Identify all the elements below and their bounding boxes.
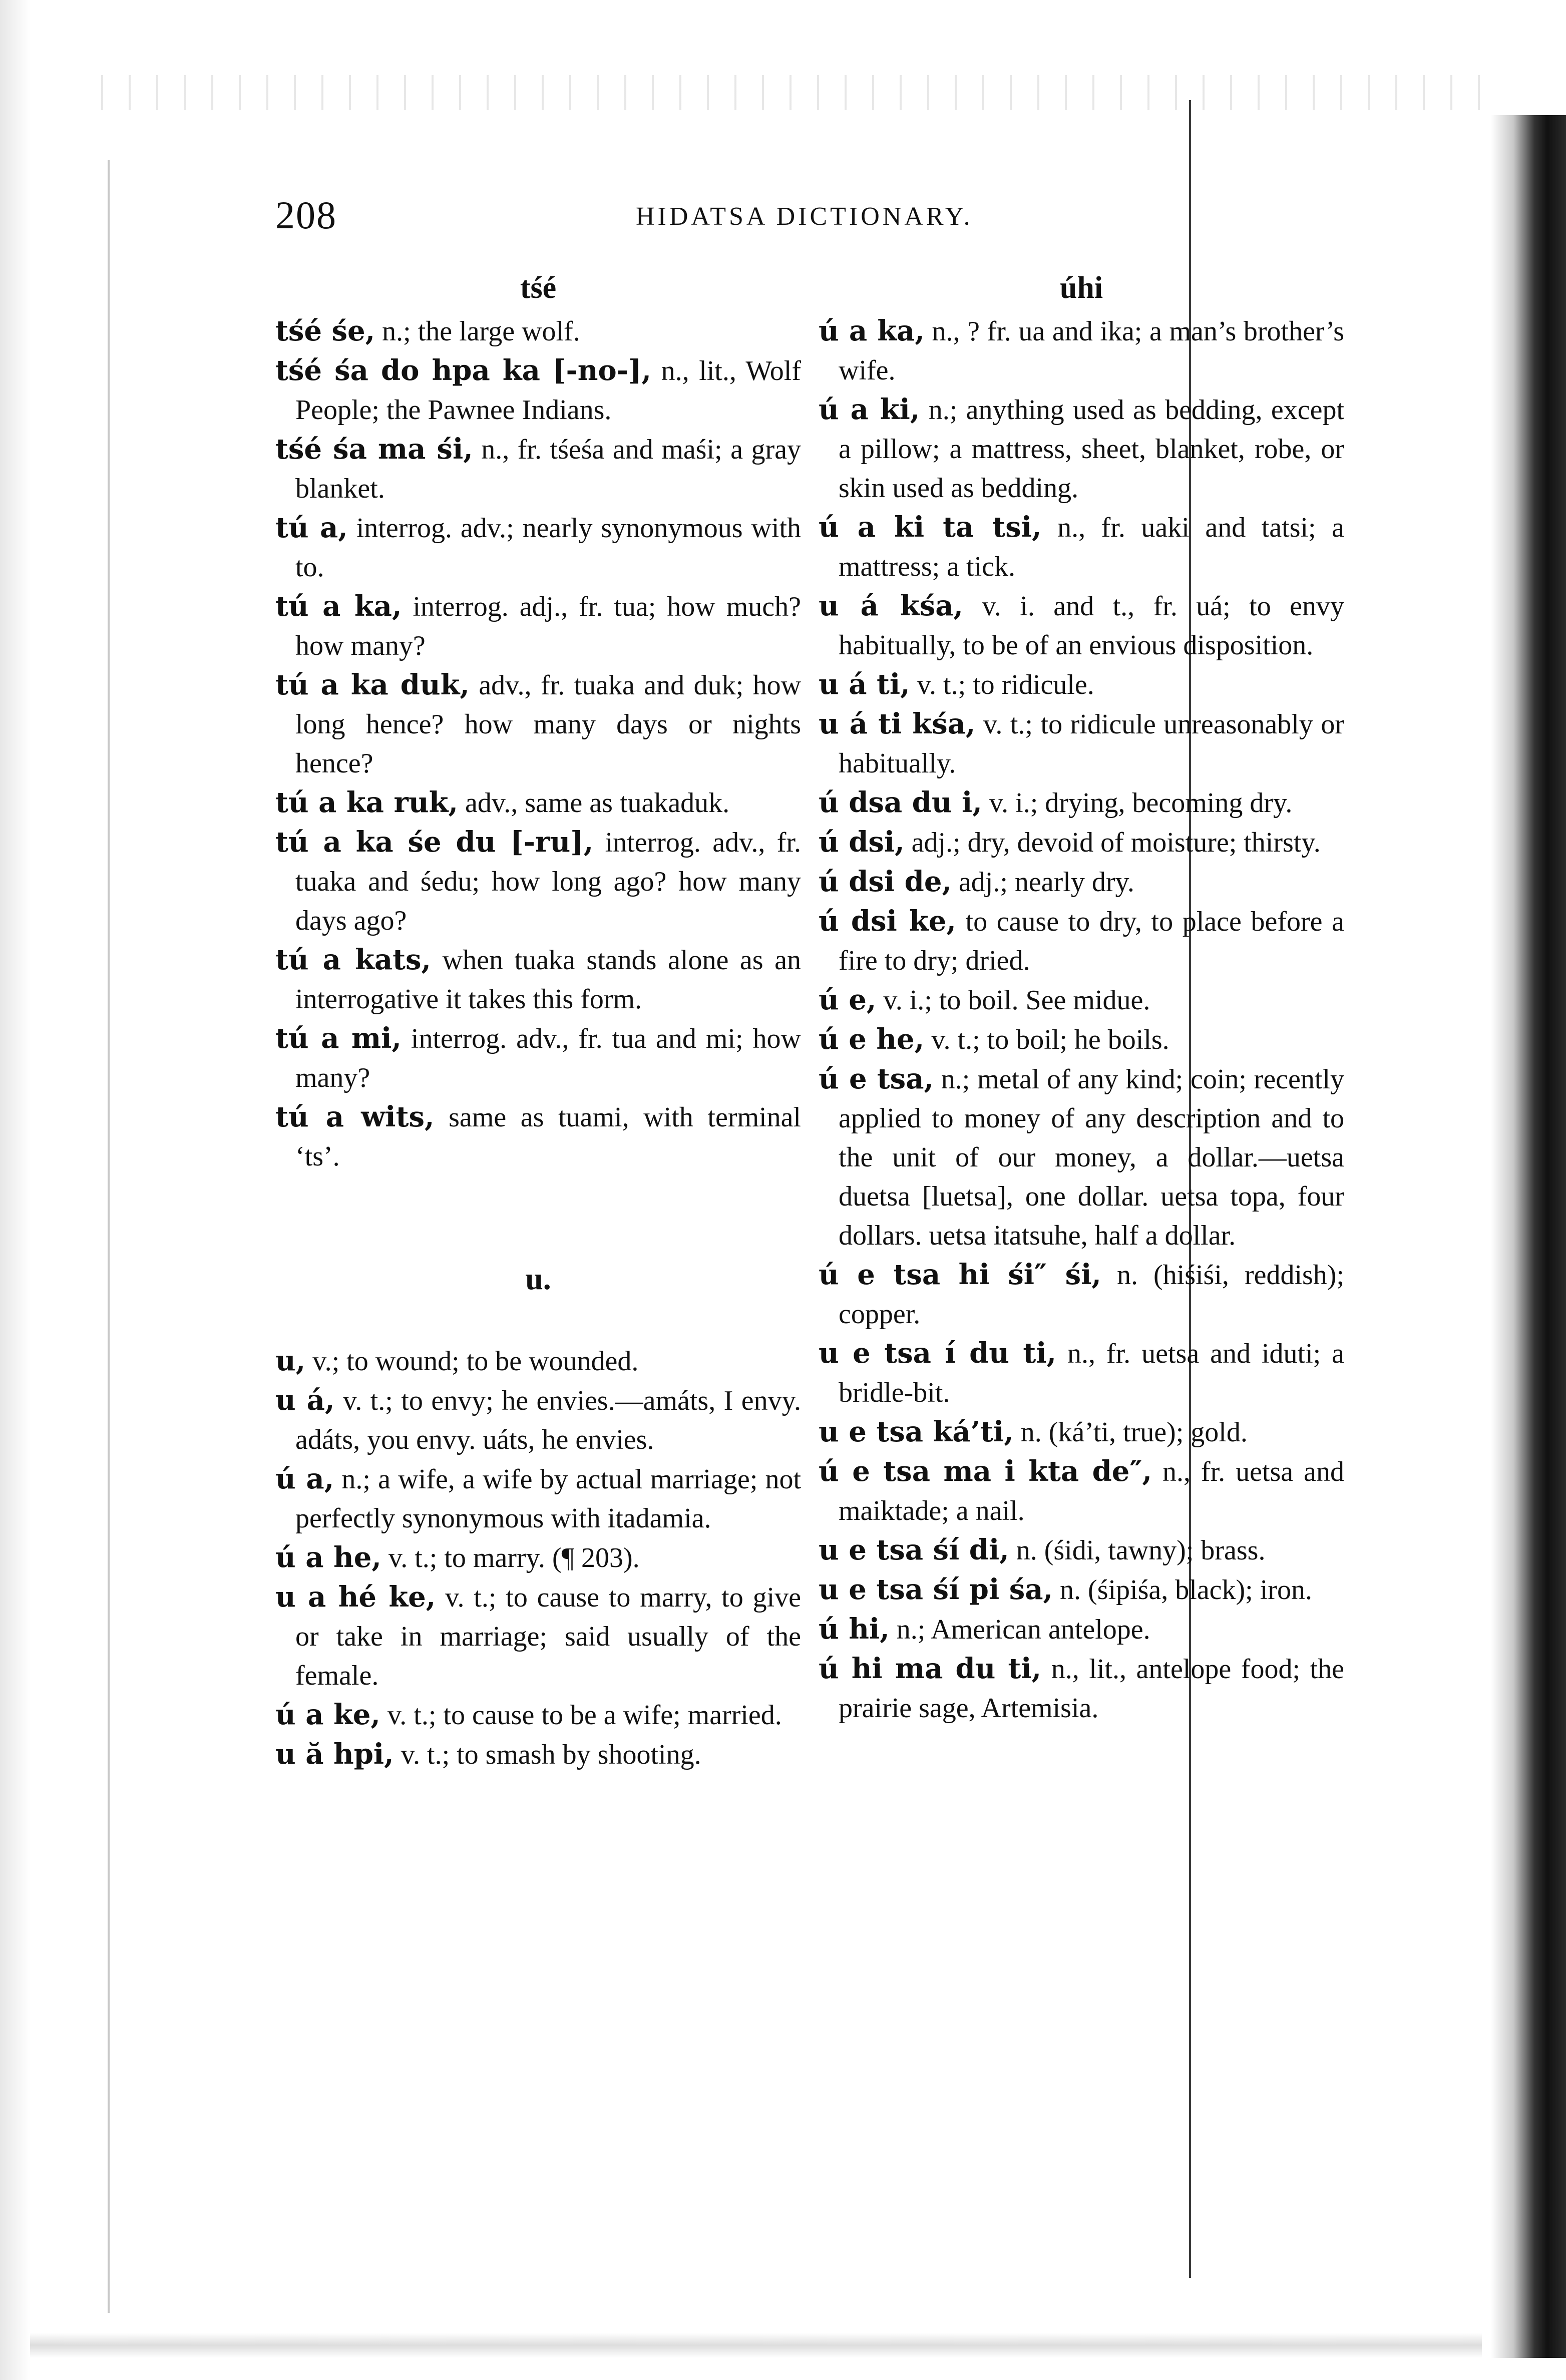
entry-headword: ú dsi, bbox=[819, 826, 905, 859]
dictionary-entry bbox=[275, 1577, 801, 1695]
dictionary-entry bbox=[275, 1097, 801, 1176]
entry-definition: n.; metal of any kind; coin; recently applied to money of any description and to the unit of our money, a dollar.—uetsa duetsa [luetsa], one dollar. uetsa topa, four dollars. uetsa itatsuhe, half a dollar. bbox=[839, 1064, 1344, 1251]
scan-noise-top bbox=[90, 75, 1482, 110]
scan-binding-shadow bbox=[1491, 115, 1566, 2358]
entry-headword: ú a he, bbox=[275, 1541, 381, 1574]
entry-definition: adj.; dry, devoid of moisture; thirsty. bbox=[911, 827, 1321, 858]
dictionary-entry bbox=[275, 508, 801, 587]
entry-definition: adv., same as tuakaduk. bbox=[465, 787, 730, 819]
page-header bbox=[275, 193, 1427, 248]
entry-definition: n.; anything used as bedding, except a pillow; a mattress, sheet, blanket, robe, or skin used as bedding. bbox=[839, 394, 1344, 504]
dictionary-entry bbox=[275, 940, 801, 1019]
entry-definition: v. t.; to envy; he envies.—amáts, I envy. adáts, you envy. uáts, he envies. bbox=[295, 1385, 802, 1455]
entry-headword: tú a wits, bbox=[275, 1100, 435, 1133]
entry-headword: u á ti, bbox=[819, 668, 910, 701]
dictionary-entry bbox=[275, 823, 801, 940]
entry-definition: v. i.; to boil. See midue. bbox=[883, 985, 1150, 1016]
entry-headword: u ă hpi, bbox=[275, 1738, 394, 1771]
dictionary-entry bbox=[275, 1381, 801, 1459]
entry-definition: same as tuami, with terminal ‘ts’. bbox=[295, 1102, 801, 1172]
guide-word: tśé bbox=[520, 271, 557, 305]
entry-definition: n., lit., Wolf People; the Pawnee Indians. bbox=[295, 355, 802, 426]
entry-definition: interrog. adv., fr. tua and mi; how many? bbox=[295, 1023, 801, 1093]
entry-headword: u e tsa śí pi śa, bbox=[819, 1573, 1053, 1606]
entry-headword: u, bbox=[275, 1344, 306, 1377]
dictionary-entry bbox=[819, 902, 1344, 980]
section-heading: u. bbox=[525, 1261, 551, 1296]
scan-noise-bottom bbox=[30, 2333, 1482, 2358]
entry-headword: ú e tsa, bbox=[819, 1062, 934, 1095]
dictionary-entry bbox=[819, 1020, 1344, 1059]
dictionary-entry bbox=[819, 980, 1344, 1020]
entry-definition: n., fr. uetsa and maiktade; a nail. bbox=[839, 1456, 1345, 1526]
dictionary-entry bbox=[275, 430, 801, 508]
dictionary-entry bbox=[275, 351, 801, 430]
entry-headword: ú hi, bbox=[819, 1613, 890, 1646]
dictionary-entry bbox=[275, 1341, 801, 1381]
dictionary-entry bbox=[819, 586, 1344, 665]
dictionary-entry bbox=[275, 1695, 801, 1735]
entry-headword: u á ti kśa, bbox=[819, 707, 976, 740]
entry-list bbox=[819, 311, 1344, 1728]
dictionary-entry bbox=[275, 1019, 801, 1097]
entry-list bbox=[275, 1341, 801, 1774]
entry-headword: u á kśa, bbox=[819, 589, 964, 622]
dictionary-entry bbox=[819, 704, 1344, 783]
entry-headword: ú hi ma du ti, bbox=[819, 1652, 1042, 1685]
entry-headword: ú dsa du i, bbox=[819, 786, 982, 819]
guide-word: úhi bbox=[1059, 271, 1103, 305]
left-margin-line bbox=[108, 160, 110, 2313]
entry-definition: n. (ká’ti, true); gold. bbox=[1020, 1417, 1248, 1448]
dictionary-entry bbox=[819, 823, 1344, 862]
dictionary-entry bbox=[275, 1735, 801, 1774]
scan-shadow-left bbox=[0, 0, 30, 2380]
entry-headword: tú a kats, bbox=[275, 943, 432, 976]
entry-list bbox=[275, 311, 801, 1176]
entry-definition: interrog. adj., fr. tua; how much? how many? bbox=[295, 591, 801, 661]
dictionary-entry bbox=[275, 665, 801, 783]
entry-definition: n. (śidi, tawny); brass. bbox=[1016, 1535, 1266, 1566]
dictionary-entry bbox=[819, 508, 1344, 586]
entry-headword: ú a ke, bbox=[275, 1698, 380, 1731]
entry-definition: interrog. adv.; nearly synonymous with to. bbox=[295, 513, 802, 583]
dictionary-entry bbox=[819, 390, 1344, 508]
dictionary-entry bbox=[275, 1459, 801, 1538]
entry-headword: tú a ka duk, bbox=[275, 668, 470, 701]
entry-definition: v.; to wound; to be wounded. bbox=[312, 1346, 639, 1377]
dictionary-entry bbox=[819, 1610, 1344, 1649]
dictionary-entry bbox=[819, 311, 1344, 390]
dictionary-entry bbox=[819, 1570, 1344, 1610]
dictionary-entry bbox=[275, 587, 801, 665]
entry-headword: ú e he, bbox=[819, 1023, 925, 1056]
entry-headword: u e tsa í du ti, bbox=[819, 1337, 1057, 1370]
dictionary-entry bbox=[275, 783, 801, 823]
entry-headword: u e tsa ká’ti, bbox=[819, 1415, 1014, 1448]
dictionary-entry bbox=[819, 1649, 1344, 1728]
entry-definition: v. i. and t., fr. uá; to envy habitually, to be of an envious disposition. bbox=[839, 591, 1345, 661]
entry-headword: u a hé ke, bbox=[275, 1580, 436, 1614]
entry-definition: n., fr. tśeśa and maśi; a gray blanket. bbox=[295, 434, 801, 504]
entry-headword: u e tsa śí di, bbox=[819, 1533, 1009, 1566]
entry-definition: v. t.; to cause to be a wife; married. bbox=[387, 1700, 782, 1731]
entry-definition: n., lit., antelope food; the prairie sage, Artemisia. bbox=[839, 1654, 1345, 1724]
right-column bbox=[819, 265, 1344, 1728]
entry-headword: ú e, bbox=[819, 983, 877, 1016]
dictionary-entry bbox=[275, 311, 801, 351]
entry-headword: tú a ka, bbox=[275, 590, 402, 623]
entry-definition: v. t.; to cause to marry, to give or take in marriage; said usually of the female. bbox=[295, 1582, 801, 1691]
entry-definition: v. t.; to marry. (¶ 203). bbox=[388, 1542, 640, 1573]
entry-definition: v. t.; to ridicule. bbox=[917, 669, 1094, 700]
dictionary-entry bbox=[819, 1452, 1344, 1530]
dictionary-entry bbox=[819, 665, 1344, 704]
entry-definition: n.; a wife, a wife by actual marriage; not perfectly synonymous with itadamia. bbox=[295, 1464, 801, 1534]
dictionary-entry bbox=[819, 1530, 1344, 1570]
entry-definition: adv., fr. tuaka and duk; how long hence? how many days or nights hence? bbox=[295, 670, 802, 779]
dictionary-entry bbox=[819, 862, 1344, 902]
entry-definition: n., fr. uaki and tatsi; a mattress; a tick. bbox=[839, 512, 1345, 582]
entry-headword: ú a ki ta tsi, bbox=[819, 511, 1042, 544]
dictionary-entry bbox=[819, 1255, 1344, 1334]
entry-headword: tśé śa do hpa ka [-no-], bbox=[275, 354, 652, 387]
entry-headword: tú a ka ruk, bbox=[275, 786, 458, 819]
entry-definition: v. t.; to boil; he boils. bbox=[931, 1024, 1169, 1055]
running-head: HIDATSA DICTIONARY. bbox=[636, 202, 973, 231]
entry-headword: ú a ka, bbox=[819, 314, 925, 347]
entry-definition: v. i.; drying, becoming dry. bbox=[989, 787, 1293, 819]
entry-definition: adj.; nearly dry. bbox=[958, 867, 1134, 898]
entry-headword: ú e tsa ma i kta de″, bbox=[819, 1455, 1152, 1488]
entry-definition: to cause to dry, to place before a fire to dry; dried. bbox=[839, 906, 1345, 976]
entry-definition: n.; American antelope. bbox=[896, 1614, 1150, 1645]
page-number: 208 bbox=[275, 193, 337, 237]
entry-definition: v. t.; to ridicule unreasonably or habitually. bbox=[839, 709, 1344, 779]
entry-headword: ú e tsa hi śi″ śi, bbox=[819, 1258, 1101, 1291]
entry-definition: interrog. adv., fr. tuaka and śedu; how long ago? how many days ago? bbox=[295, 827, 801, 936]
entry-definition: n., ? fr. ua and ika; a man’s brother’s wife. bbox=[839, 316, 1345, 386]
entry-headword: ú dsi ke, bbox=[819, 905, 956, 938]
entry-headword: u á, bbox=[275, 1384, 335, 1417]
entry-definition: n., fr. uetsa and iduti; a bridle-bit. bbox=[839, 1338, 1344, 1408]
entry-definition: v. t.; to smash by shooting. bbox=[401, 1739, 701, 1770]
entry-headword: tú a mi, bbox=[275, 1022, 402, 1055]
entry-headword: tśé śe, bbox=[275, 314, 375, 347]
entry-headword: ú dsi de, bbox=[819, 865, 952, 898]
dictionary-entry bbox=[275, 1538, 801, 1577]
dictionary-entry bbox=[819, 783, 1344, 823]
entry-definition: when tuaka stands alone as an interrogative it takes this form. bbox=[295, 945, 802, 1015]
entry-headword: tú a, bbox=[275, 511, 348, 544]
dictionary-entry bbox=[819, 1412, 1344, 1452]
entry-headword: tú a ka śe du [-ru], bbox=[275, 826, 594, 859]
entry-headword: ú a, bbox=[275, 1462, 334, 1495]
dictionary-entry bbox=[819, 1334, 1344, 1412]
entry-definition: n. (hiśiśi, reddish); copper. bbox=[839, 1260, 1345, 1330]
entry-headword: tśé śa ma śi, bbox=[275, 433, 473, 466]
entry-definition: n. (śipiśa, black); iron. bbox=[1060, 1574, 1312, 1606]
dictionary-entry bbox=[819, 1059, 1344, 1255]
entry-definition: n.; the large wolf. bbox=[382, 316, 580, 347]
entry-headword: ú a ki, bbox=[819, 393, 920, 426]
left-column bbox=[275, 265, 801, 1774]
